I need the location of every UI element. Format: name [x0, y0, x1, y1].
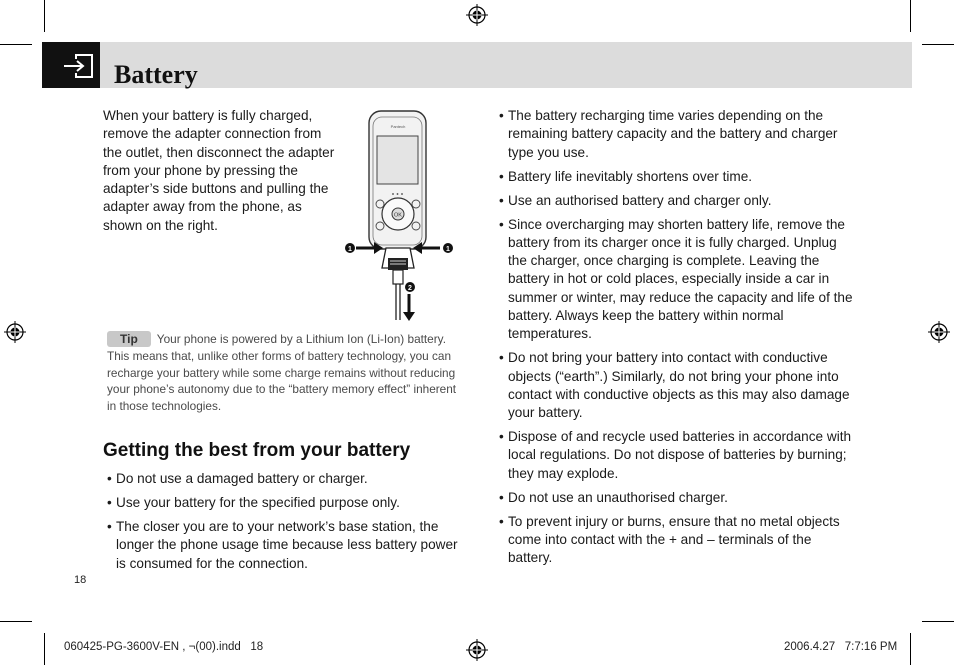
list-item: • Do not use a damaged battery or charger. [107, 470, 462, 488]
list-item: • Since overcharging may shorten battery life, remove the battery from its charger once it is fully charged. Unplug the charger, once charging is complete. Leaving the battery in hot or cold places, especially inside a car in summer or winter, may reduce the capacity and life of the battery. Always keep the battery within normal temperatures. [499, 216, 859, 344]
registration-mark-icon [928, 321, 950, 343]
list-item: • Dispose of and recycle used batteries in accordance with local regulations. Do not dispose of batteries by burning; they may explode. [499, 428, 859, 483]
list-item: • Battery life inevitably shortens over time. [499, 168, 859, 186]
tip-text: Your phone is powered by a Lithium Ion (Li-Ion) battery. This means that, unlike other forms of battery technology, you can recharge your battery while some charge remains without reducing your phone’s autonomy due to the “battery memory effect” inherent in those technologies. [107, 332, 457, 414]
list-item: • Do not bring your battery into contact with conductive objects (“earth”.) Similarly, do not bring your phone into contact with conductive objects as this may also damage your battery. [499, 349, 859, 422]
registration-mark-icon [466, 4, 488, 26]
callout-1-left: 1 [348, 246, 352, 253]
registration-mark-icon [466, 639, 488, 661]
list-item: • Use an authorised battery and charger only. [499, 192, 859, 210]
list-item: • To prevent injury or burns, ensure that no metal objects come into contact with the + and – terminals of the battery. [499, 513, 859, 568]
phone-brand-label: Pantech [390, 124, 406, 129]
list-item: • Use your battery for the specified purpose only. [107, 494, 462, 512]
section-heading: Getting the best from your battery [103, 440, 411, 461]
footer-timestamp: 2006.4.27 7:7:16 PM [784, 641, 898, 653]
left-bullet-list [107, 470, 462, 579]
crop-mark [910, 0, 911, 32]
header-icon-box [42, 42, 100, 88]
page-title: Battery [114, 60, 198, 89]
intro-paragraph: When your battery is fully charged, remove the adapter connection from the outlet, then disconnect the adapter from your phone by pressing the adapter’s side buttons and pulling the adapter away from the phone, as shown on the right. [103, 108, 335, 233]
crop-mark [910, 633, 911, 665]
crop-mark [922, 621, 954, 622]
crop-mark [44, 0, 45, 32]
callout-2: 2 [408, 285, 412, 292]
tip-box [107, 331, 465, 415]
footer-file-info: 060425-PG-3600V-EN , ¬(00).indd 18 [64, 641, 264, 653]
tip-badge: Tip [107, 331, 151, 347]
crop-mark [0, 44, 32, 45]
list-item: • The battery recharging time varies depending on the remaining battery capacity and the battery and charger type you use. [499, 107, 859, 162]
list-item: • Do not use an unauthorised charger. [499, 489, 859, 507]
sign-in-arrow-icon [42, 42, 100, 88]
crop-mark [44, 633, 45, 665]
crop-mark [922, 44, 954, 45]
right-bullet-list [499, 107, 859, 573]
callout-1-right: 1 [446, 246, 450, 253]
list-item: • The closer you are to your network’s base station, the longer the phone usage time because less battery power is consumed for the connection. [107, 518, 462, 573]
crop-mark [0, 621, 32, 622]
page-number: 18 [74, 574, 87, 586]
svg-text:OK: OK [394, 212, 402, 219]
phone-charger-illustration [340, 108, 460, 323]
registration-mark-icon [4, 321, 26, 343]
